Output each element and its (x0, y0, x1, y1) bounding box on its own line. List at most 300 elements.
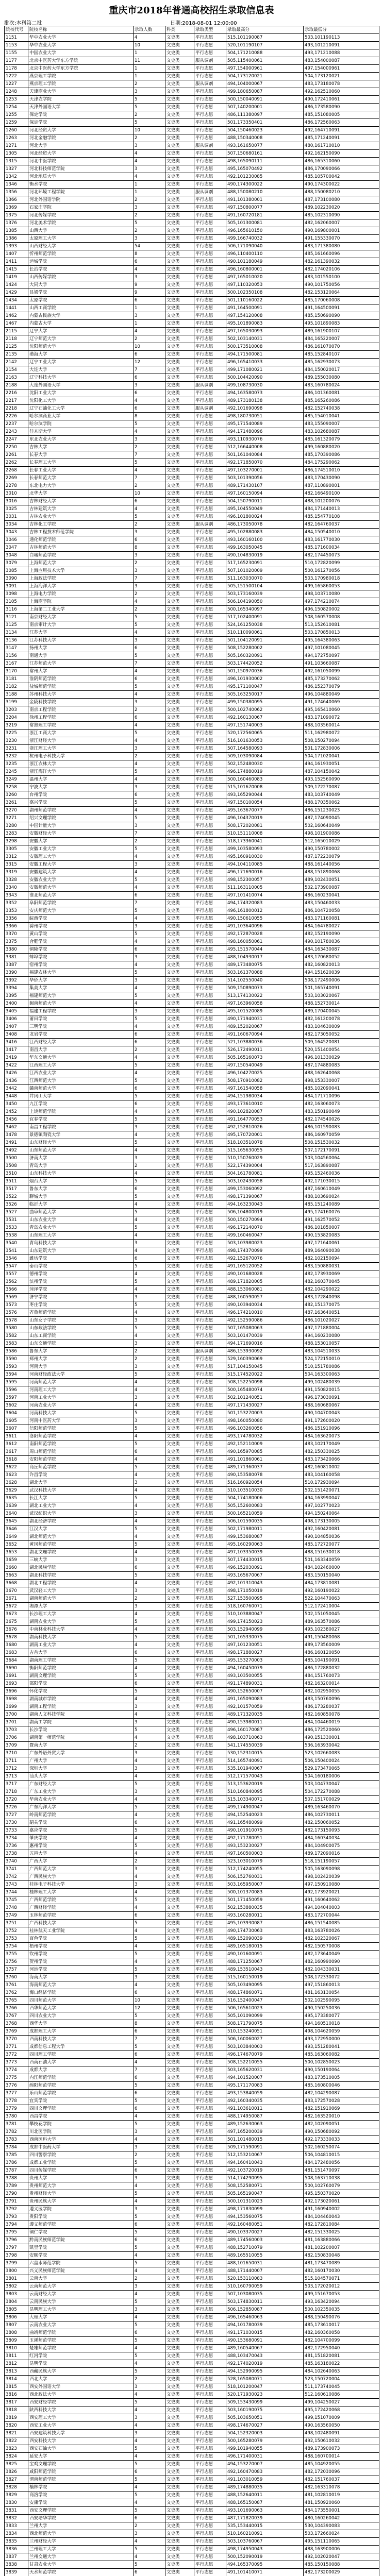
table-row (5, 2059, 379, 2066)
cell-min: 488,101200076 (304, 498, 379, 505)
cell-count: 4 (134, 1386, 165, 1394)
cell-name: 岭南师范学院 (28, 1811, 134, 1819)
cell-category: 文史类 (165, 204, 194, 212)
cell-name: 湖南工程学院 (28, 1703, 134, 1711)
cell-code: 3652 (5, 1541, 28, 1549)
cell-name: 天津商业大学 (28, 88, 134, 96)
cell-min: 500,161270056 (304, 567, 379, 575)
cell-category: 文史类 (165, 2445, 194, 2453)
cell-max: 497,160150094 (226, 490, 304, 498)
cell-min: 482,102090051 (304, 2121, 379, 2128)
cell-code: 3784 (5, 2144, 28, 2151)
cell-min: 491,164500091 (304, 304, 379, 312)
table-row (5, 397, 379, 405)
table-row (5, 598, 379, 606)
cell-code: 1254 (5, 104, 28, 111)
cell-type: 平行志愿 (194, 2461, 226, 2468)
cell-type: 平行志愿 (194, 513, 226, 521)
cell-code: 3639 (5, 1502, 28, 1510)
cell-type: 平行志愿 (194, 304, 226, 312)
cell-count: 4 (134, 1796, 165, 1804)
cell-code: 1376 (5, 219, 28, 227)
cell-count: 1 (134, 181, 165, 189)
cell-code: 3776 (5, 2082, 28, 2090)
cell-code: 3105 (5, 598, 28, 606)
cell-code: 3649 (5, 1533, 28, 1541)
cell-type: 平行志愿 (194, 621, 226, 629)
table-row (5, 1440, 379, 1448)
cell-code: 3478 (5, 1131, 28, 1139)
cell-type: 平行志愿 (194, 560, 226, 567)
table-row (5, 2097, 379, 2105)
cell-min: 483,104630009 (304, 1023, 379, 1031)
cell-code: 3280 (5, 822, 28, 830)
cell-code: 3806 (5, 2314, 28, 2321)
cell-count: 6 (134, 258, 165, 266)
cell-name: 榆林学院 (28, 2484, 134, 2492)
cell-code: 3748 (5, 1904, 28, 1912)
cell-category: 文史类 (165, 150, 194, 158)
cell-type: 平行志愿 (194, 2499, 226, 2507)
cell-category: 文史类 (165, 281, 194, 289)
cell-category: 文史类 (165, 1371, 194, 1379)
cell-max: 505,165190047 (226, 2190, 304, 2198)
cell-type: 平行志愿 (194, 2074, 226, 2082)
cell-category: 文史类 (165, 2337, 194, 2345)
cell-max: 507,103080035 (226, 2291, 304, 2298)
cell-max: 489,165180015 (226, 1943, 304, 1951)
cell-name: 内江师范学院 (28, 2074, 134, 2082)
cell-min: 482,172950040 (304, 2345, 379, 2352)
cell-min: 488,162640068 (304, 1070, 379, 1077)
cell-count: 4 (134, 1023, 165, 1031)
cell-max: 512,171570043 (226, 1773, 304, 1781)
cell-min: 483,172700044 (304, 1912, 379, 1920)
table-row (5, 1131, 379, 1139)
cell-max: 506,171090040 (226, 243, 304, 250)
cell-min: 508,172330072 (304, 1974, 379, 1981)
table-row (5, 1278, 379, 1286)
cell-name: 哈尔滨学院 (28, 420, 134, 428)
cell-code: 1462 (5, 312, 28, 320)
cell-code: 2250 (5, 444, 28, 451)
cell-count: 3 (134, 1881, 165, 1889)
cell-type: 平行志愿 (194, 274, 226, 281)
cell-min: 485,171600034 (304, 544, 379, 552)
cell-name: 钦州学院 (28, 1951, 134, 1958)
cell-code: 1259 (5, 119, 28, 127)
cell-type: 平行志愿 (194, 2260, 226, 2267)
cell-min: 502,173900087 (304, 884, 379, 892)
cell-code: 3270 (5, 807, 28, 815)
cell-type: 平行志愿 (194, 969, 226, 977)
cell-name: 景德镇陶瓷大学 (28, 1131, 134, 1139)
cell-name: 安庆师范大学 (28, 907, 134, 915)
cell-category: 文史类 (165, 235, 194, 243)
cell-max: 497,150100054 (226, 799, 304, 807)
cell-type: 平行志愿 (194, 1487, 226, 1495)
cell-type: 平行志愿 (194, 1039, 226, 1046)
table-row (5, 42, 379, 49)
cell-code: 3816 (5, 2391, 28, 2399)
cell-count: 3 (134, 822, 165, 830)
cell-min: 483,102680087 (304, 428, 379, 436)
cell-count: 6 (134, 2221, 165, 2229)
cell-max: 500,150040091 (226, 96, 304, 104)
cell-name: 长春师范大学 (28, 474, 134, 482)
table-row (5, 1889, 379, 1896)
cell-category: 文史类 (165, 900, 194, 907)
cell-count: 2 (134, 1858, 165, 1866)
cell-code: 3181 (5, 675, 28, 683)
cell-code: 3827 (5, 2476, 28, 2484)
cell-min: 483,173510005 (304, 2074, 379, 2082)
cell-code: 2262 (5, 459, 28, 467)
cell-count: 5 (134, 1657, 165, 1665)
cell-category: 文史类 (165, 1850, 194, 1858)
cell-code: 3593 (5, 1363, 28, 1371)
cell-category: 文史类 (165, 413, 194, 420)
cell-category: 文史类 (165, 88, 194, 96)
cell-max: 526,172490011 (226, 1046, 304, 1054)
cell-min: 486,104720058 (304, 907, 379, 915)
cell-min: 487,174090045 (304, 815, 379, 822)
cell-min: 508,163710038 (304, 2175, 379, 2182)
cell-count: 1 (134, 320, 165, 328)
cell-category: 文史类 (165, 2136, 194, 2144)
cell-name: 西华师范大学 (28, 2005, 134, 2012)
cell-min: 485,163060082 (304, 2051, 379, 2059)
cell-category: 文史类 (165, 1448, 194, 1456)
cell-count: 5 (134, 1062, 165, 1070)
cell-count: 5 (134, 1440, 165, 1448)
table-row (5, 1657, 379, 1665)
cell-category: 文史类 (165, 1927, 194, 1935)
cell-count: 6 (134, 351, 165, 359)
cell-type: 平行志愿 (194, 1278, 226, 1286)
cell-category: 文史类 (165, 2553, 194, 2561)
cell-count: 5 (134, 2244, 165, 2252)
cell-type: 平行志愿 (194, 1842, 226, 1850)
cell-code: 3416 (5, 1039, 28, 1046)
cell-code: 3450 (5, 1100, 28, 1108)
cell-type: 平行志愿 (194, 2399, 226, 2406)
cell-type: 平行志愿 (194, 1301, 226, 1309)
cell-category: 文史类 (165, 699, 194, 706)
cell-type: 服从调剂 (194, 1348, 226, 1355)
cell-min: 503,170980018 (304, 575, 379, 583)
table-row (5, 985, 379, 992)
table-row (5, 1379, 379, 1386)
cell-count: 4 (134, 2553, 165, 2561)
cell-max: 494,160450079 (226, 1665, 304, 1672)
cell-name: 淮阴师范学院 (28, 675, 134, 683)
cell-category: 文史类 (165, 2329, 194, 2337)
cell-type: 平行志愿 (194, 2337, 226, 2345)
cell-max: 494,101520007 (226, 2074, 304, 2082)
cell-min: 492,160420081 (304, 1526, 379, 1533)
cell-min: 489,102230020 (304, 204, 379, 212)
cell-name: 西安建筑科技大学 (28, 2430, 134, 2437)
cell-count: 6 (134, 2074, 165, 2082)
cell-name: 鲁东大学 (28, 1348, 134, 1355)
cell-type: 平行志愿 (194, 49, 226, 57)
cell-count: 4 (134, 1626, 165, 1634)
cell-min: 483,170680052 (304, 954, 379, 961)
table-row (5, 2298, 379, 2306)
cell-code: 3629 (5, 1487, 28, 1495)
cell-min: 486,174510010 (304, 467, 379, 474)
cell-name: 上海第二工业大学 (28, 606, 134, 614)
cell-name: 湖南文理学院 (28, 1672, 134, 1680)
cell-category: 文史类 (165, 845, 194, 853)
cell-type: 平行志愿 (194, 158, 226, 165)
cell-code: 1467 (5, 320, 28, 328)
cell-code: 3773 (5, 2059, 28, 2066)
cell-count: 10 (134, 490, 165, 498)
cell-min: 499,151670053 (304, 2291, 379, 2298)
cell-category: 文史类 (165, 1162, 194, 1170)
cell-category: 文史类 (165, 1541, 194, 1549)
cell-name: 上海师范大学 (28, 560, 134, 567)
table-row (5, 1680, 379, 1688)
cell-code: 3034 (5, 521, 28, 529)
cell-category: 文史类 (165, 1603, 194, 1611)
cell-name: 桂林航天工业学院 (28, 1927, 134, 1935)
table-row (5, 142, 379, 150)
cell-category: 文史类 (165, 134, 194, 142)
cell-max: 510,150760029 (226, 1155, 304, 1162)
cell-max: 490,153580078 (226, 1471, 304, 1479)
cell-type: 平行志愿 (194, 730, 226, 737)
cell-code: 2278 (5, 482, 28, 490)
table-row (5, 1757, 379, 1765)
cell-name: 兰州大学 (28, 2522, 134, 2530)
cell-min: 529,173470065 (304, 1765, 379, 1773)
cell-name: 咸阳师范学院 (28, 2468, 134, 2476)
cell-code: 3822 (5, 2437, 28, 2445)
cell-code: 3800 (5, 2267, 28, 2275)
cell-min: 524,172150010 (304, 1355, 379, 1363)
cell-type: 平行志愿 (194, 907, 226, 915)
cell-max: 497,101410074 (226, 892, 304, 900)
cell-max: 489,153510043 (226, 1966, 304, 1974)
cell-code: 3340 (5, 884, 28, 892)
table-row (5, 1580, 379, 1587)
cell-count: 4 (134, 985, 165, 992)
cell-max: 510,160210091 (226, 2530, 304, 2538)
cell-name: 华中农业大学 (28, 42, 134, 49)
cell-count: 5 (134, 930, 165, 938)
cell-code: 3547 (5, 1263, 28, 1270)
table-row (5, 1549, 379, 1556)
cell-name: 燕京理工学院 (28, 73, 134, 80)
table-row (5, 2553, 379, 2561)
table-row (5, 1881, 379, 1889)
cell-code: 1375 (5, 212, 28, 219)
cell-min: 482,152190090 (304, 930, 379, 938)
cell-category: 文史类 (165, 938, 194, 946)
cell-type: 平行志愿 (194, 2515, 226, 2522)
cell-count: 5 (134, 2445, 165, 2453)
cell-category: 文史类 (165, 1000, 194, 1008)
cell-name: 三峡大学 (28, 1556, 134, 1564)
cell-type: 平行志愿 (194, 1085, 226, 1093)
cell-name: 江苏科技大学 (28, 637, 134, 645)
cell-count: 5 (134, 2337, 165, 2345)
table-row (5, 1417, 379, 1425)
cell-code: 3792 (5, 2206, 28, 2213)
cell-category: 文史类 (165, 1804, 194, 1811)
cell-category: 文史类 (165, 366, 194, 374)
cell-code: 3745 (5, 1896, 28, 1904)
table-row (5, 2236, 379, 2244)
cell-max: 489,160540067 (226, 2345, 304, 2352)
cell-max: 498,174670027 (226, 2422, 304, 2430)
cell-min: 503,101190113 (304, 34, 379, 42)
cell-count: 4 (134, 1070, 165, 1077)
cell-min: 491,150480068 (304, 1634, 379, 1641)
cell-name: 沈阳化工大学 (28, 397, 134, 405)
cell-name: 成都信息工程大学 (28, 2043, 134, 2051)
cell-min: 490,104850036 (304, 1533, 379, 1541)
cell-min: 487,104150042 (304, 768, 379, 776)
cell-type: 平行志愿 (194, 845, 226, 853)
cell-name: 华南农业大学 (28, 1796, 134, 1804)
cell-type: 平行志愿 (194, 1479, 226, 1487)
cell-code: 3098 (5, 590, 28, 598)
cell-code: 3712 (5, 1765, 28, 1773)
cell-max: 495,153270003 (226, 1657, 304, 1665)
cell-category: 文史类 (165, 2113, 194, 2121)
table-row (5, 1572, 379, 1580)
cell-type: 平行志愿 (194, 1402, 226, 1410)
table-row (5, 915, 379, 923)
cell-count: 3 (134, 312, 165, 320)
table-row (5, 1719, 379, 1726)
table-row (5, 444, 379, 451)
cell-category: 文史类 (165, 2345, 194, 2352)
cell-count: 3 (134, 1587, 165, 1595)
cell-count: 5 (134, 2082, 165, 2090)
cell-type: 服从调剂 (194, 57, 226, 65)
cell-min: 485,161660096 (304, 250, 379, 258)
cell-type: 平行志愿 (194, 1425, 226, 1433)
cell-max: 497,150800077 (226, 204, 304, 212)
cell-count: 6 (134, 1031, 165, 1039)
cell-max: 495,104550049 (226, 505, 304, 513)
cell-min: 482,153120064 (304, 289, 379, 297)
table-row (5, 1255, 379, 1263)
table-row (5, 2051, 379, 2059)
cell-code: 1263 (5, 134, 28, 142)
cell-category: 文史类 (165, 1147, 194, 1155)
table-row (5, 2090, 379, 2097)
cell-category: 文史类 (165, 2368, 194, 2376)
cell-name: 安顺学院 (28, 2252, 134, 2260)
cell-min: 499,104250027 (304, 2399, 379, 2406)
cell-name: 西藏民族大学 (28, 2368, 134, 2376)
table-row (5, 374, 379, 382)
cell-max: 495,160290063 (226, 1541, 304, 1549)
cell-category: 文史类 (165, 1742, 194, 1750)
cell-type: 平行志愿 (194, 219, 226, 227)
table-row (5, 706, 379, 714)
cell-name: 川北医学院 (28, 2128, 134, 2136)
cell-category: 文史类 (165, 1386, 194, 1394)
cell-name: 浙江理工大学 (28, 745, 134, 753)
cell-max: 515,174520022 (226, 1371, 304, 1379)
cell-name: 上海海洋大学 (28, 583, 134, 590)
cell-code: 3134 (5, 629, 28, 637)
cell-min: 498,173130005 (304, 1518, 379, 1526)
table-row (5, 2159, 379, 2167)
cell-count: 5 (134, 1015, 165, 1023)
cell-code: 3813 (5, 2368, 28, 2376)
table-row (5, 405, 379, 413)
cell-category: 文史类 (165, 2522, 194, 2530)
cell-type: 平行志愿 (194, 2437, 226, 2445)
cell-count: 4 (134, 1147, 165, 1155)
cell-category: 文史类 (165, 1085, 194, 1093)
cell-max: 514,102550040 (226, 977, 304, 985)
cell-count: 6 (134, 1912, 165, 1920)
cell-type: 平行志愿 (194, 1518, 226, 1526)
cell-code: 3671 (5, 1595, 28, 1603)
cell-category: 文史类 (165, 312, 194, 320)
table-row (5, 2399, 379, 2406)
cell-type: 平行志愿 (194, 1788, 226, 1796)
cell-min: 486,152370079 (304, 683, 379, 691)
cell-max: 492,152110009 (226, 1440, 304, 1448)
cell-max: 503,165950007 (226, 1881, 304, 1889)
cell-max: 496,165410033 (226, 359, 304, 366)
cell-category: 文史类 (165, 1858, 194, 1866)
cell-count: 4 (134, 938, 165, 946)
table-row (5, 1155, 379, 1162)
cell-max: 497,150540049 (226, 1062, 304, 1070)
table-row (5, 876, 379, 884)
cell-min: 503,170850013 (304, 629, 379, 637)
cell-code: 3182 (5, 683, 28, 691)
table-row (5, 2314, 379, 2321)
cell-type: 平行志愿 (194, 1587, 226, 1595)
cell-min: 492,171030015 (304, 1178, 379, 1185)
cell-min: 486,161070070 (304, 343, 379, 351)
cell-category: 文史类 (165, 1556, 194, 1564)
cell-max: 491,103640096 (226, 923, 304, 930)
cell-name: 武汉纺织大学 (28, 1510, 134, 1518)
table-header-row (5, 26, 379, 34)
cell-type: 平行志愿 (194, 2128, 226, 2136)
cell-name: 河南财经政法大学 (28, 1371, 134, 1379)
cell-type: 服从调剂 (194, 80, 226, 88)
cell-count: 2 (134, 1046, 165, 1054)
cell-category: 文史类 (165, 954, 194, 961)
cell-min: 483,102170049 (304, 1440, 379, 1448)
cell-count: 6 (134, 1680, 165, 1688)
cell-count: 5 (134, 1410, 165, 1417)
cell-max: 501,101480015 (226, 2136, 304, 2144)
cell-category: 文史类 (165, 1989, 194, 1997)
cell-name: 山东交通学院 (28, 1340, 134, 1348)
table-row (5, 359, 379, 366)
cell-count: 2 (134, 1162, 165, 1170)
cell-name: 吕梁学院 (28, 289, 134, 297)
cell-max: 489,171820005 (226, 1278, 304, 1286)
cell-max: 490,104830019 (226, 552, 304, 560)
cell-category: 文史类 (165, 289, 194, 297)
